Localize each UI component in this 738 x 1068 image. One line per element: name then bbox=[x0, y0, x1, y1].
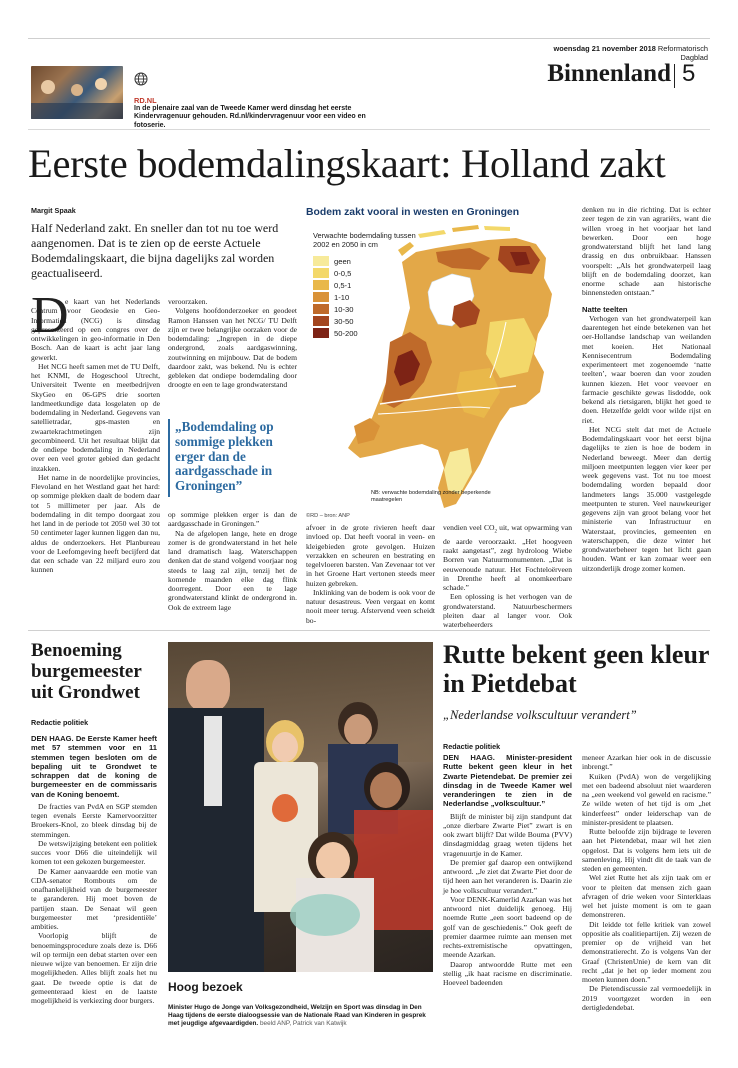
map-legend-label: 10-30 bbox=[334, 304, 354, 314]
photo-minister-head bbox=[186, 660, 230, 712]
heart-icon bbox=[272, 794, 298, 822]
map-wadden-island bbox=[484, 226, 510, 231]
main-col-2-bottom bbox=[168, 510, 297, 620]
main-intro: Half Nederland zakt. En sneller dan tot nu toe werd aangenomen. Dat is te zien op de eerste Actuele Bodemdalingskaart, die bijna dagelijks zal worden geactualiseerd. bbox=[31, 221, 279, 280]
co2-subscript: 2 bbox=[494, 529, 498, 535]
photo-caption-title: Hoog bezoek bbox=[168, 980, 243, 994]
photo-boy-face bbox=[344, 714, 372, 746]
section-divider bbox=[674, 64, 675, 88]
left-byline: Redactie politiek bbox=[31, 718, 89, 727]
main-col5-para: Verhogen van het grondwaterpeil kan daarentegen het einde betekenen van het oer-Hollandse landschap van weilanden met koeien. Het Nationaal Kennisecentrum Bodemdaling experimenteert met zogenoemde ‘natte teelten’, waar boeren dan voor zouden kunnen kiezen. Het voor veevoer en farmacie geschikte gewas lisdodde, ook bekend als rietsigaren, blijkt het goed te doen. Hetzelfde geldt voor wilde rijst en riet. bbox=[582, 313, 711, 425]
main-byline: Margit Spaak bbox=[31, 206, 76, 215]
teaser-text[interactable]: In de plenaire zaal van de Tweede Kamer werd dinsdag het eerste Kindervragenuur gehouden. Rd.nl/kindervragenuur voor een video en fotoserie. bbox=[134, 105, 366, 129]
main-col-3-bottom bbox=[306, 523, 435, 625]
left-article-body bbox=[31, 734, 157, 1034]
section-title: Binnenland bbox=[547, 60, 671, 87]
photo-credit: beeld ANP, Patrick van Katwijk bbox=[259, 1019, 347, 1027]
map-legend-label: 30-50 bbox=[334, 316, 354, 326]
left-lead: DEN HAAG. De Eerste Kamer heeft met 57 stemmen voor en 11 stemmen tegen besloten om de bepaling uit te Grondwet te schrappen dat de koning de burgemeester en de commissaris van de Koning benoemt. bbox=[31, 734, 157, 799]
map-legend-swatch bbox=[313, 280, 329, 290]
right-article-col-2 bbox=[582, 753, 711, 1058]
right-para: Blijft de minister bij zijn standpunt dat „onze dierbare Zwarte Piet” zwart is en ook zwart blijft? Dat wilde Bouma (PVV) dinsdagmiddag graag weten tijdens het vragenuurtje in de Kamer. bbox=[443, 811, 572, 858]
map-title: Bodem zakt vooral in westen en Groningen bbox=[306, 207, 520, 218]
right-para: Dit leidde tot felle kritiek van zowel oppositie als coalitiepartijen. Zij wezen de premier op de vrijheid van het demonstratierecht. Zo is volgens Van der Graaf (ChristenUnie) de kern van dit recht „dat je het op ieder moment zou moeten kunnen doen.” bbox=[582, 919, 711, 984]
main-col5-para: denken nu in die richting. Dat is echter zeer tegen de zin van agrariërs, want die willen vroeg in het voorjaar het land bewerken. Door een hoge grondwaterstand blijft het land lang drassig en dus onbruikbaar. Hanssen voorspelt: „Als het grondwaterpeil laag blijft en de bodemdaling doorzet, kan enorme schade aan historische binnensteden ontstaan.” bbox=[582, 205, 711, 298]
main-col2-para: Volgens hoofdonderzoeker en geodeet Ramon Hanssen van het NCG/ TU Delft zijn er twee belangrijke oorzaken voor de bodemdaling: „Ingrepen in de diepe ondergrond, zoals aardgaswinning, zoutwinning en mijnbouw. Dat de bodem daardoor zakt, was bekend. Nu is echter gebleken dat ondiepe bodemdaling door droogte en een te lage grondwaterstand bbox=[168, 306, 297, 390]
teaser-photo-bench bbox=[31, 103, 123, 119]
map-legend-swatch bbox=[313, 316, 329, 326]
map-legend-swatch bbox=[313, 268, 329, 278]
left-headline: Benoeming burgemeester uit Grondwet bbox=[31, 640, 142, 703]
main-col5-subhead: Natte teelten bbox=[582, 304, 628, 314]
left-para: De fracties van PvdA en SGP stemden tegen evenals Eerste Kamervoorzitter Broekers-Knol, zo bleek dinsdag bij de stemmingen. bbox=[31, 801, 157, 839]
subsidence-map bbox=[340, 222, 580, 512]
right-para: De Pietendiscussie zal vermoedelijk in 2019 voortgezet worden in een dertigledendebat. bbox=[582, 984, 711, 1012]
left-para: Voorlopig blijft de benoemingsprocedure zoals deze is. D66 wil op termijn een debat starten over een nieuwe wijze van benoemen. Er zijn drie mogelijkheden. Alles blijft zoals het nu gaat. De tweede optie is dat de gemeenteraad kiest en de laatste mogelijkheid is verkiezing door burgers. bbox=[31, 931, 157, 1005]
main-headline: Eerste bodemdalingskaart: Holland zakt bbox=[28, 141, 666, 186]
map-wadden-island bbox=[418, 230, 446, 238]
co2-text-rest: uit, wat opwarming van de aarde veroorzaakt. „Het hoogveen raakt aangetast”, zegt hydroloog Wiebe Borren van Natuurmonumenten. „Dat is eeuwenoude natuur. Het Fochteloërveen in Drenthe heeft al onomkeerbare schade.” bbox=[443, 523, 572, 593]
date: woensdag 21 november 2018 bbox=[553, 44, 656, 53]
photo-girl3-face bbox=[316, 842, 350, 880]
photo-caption-text: Minister Hugo de Jonge van Volksgezondheid, Welzijn en Sport was dinsdag in Den Haag tijdens de eerste dialoogsessie van de Nationale Raad van Kinderen in gesprek met jeugdige afgevaardigden. bbox=[168, 1004, 426, 1027]
teaser-photo[interactable] bbox=[31, 66, 123, 119]
right-para: De premier gaf daarop een ontwijkend antwoord. „Je ziet dat Zwarte Piet door de tijd heen aan het veranderen is. Daarin zie je hoe volkscultuur verandert.” bbox=[443, 857, 572, 895]
right-article-col-1 bbox=[443, 753, 572, 1058]
co2-text: vendien veel CO bbox=[443, 523, 495, 532]
main-col-4-bottom bbox=[443, 523, 572, 630]
main-col-5 bbox=[582, 205, 711, 620]
main-col3-para: afvoer in de grote rivieren heeft daar invloed op. Dat heeft vooral in veen- en kleigebieden grote gevolgen. Huizen verzakken en scheuren en bestrating en tegelvloeren barsten. Van Zevenaar tot ver in het Groene Hart vertonen steeds meer huizen gebreken. bbox=[306, 523, 435, 588]
map-note: NB: verwachte bodemdaling zonder beperkende maatregelen bbox=[371, 490, 491, 503]
map-legend-swatch bbox=[313, 304, 329, 314]
top-rule bbox=[28, 38, 710, 39]
right-para: Rutte beloofde zijn bijdrage te leveren aan het Pietendebat, maar wil het zien opgelost. Dat is volgens hem iets uit de samenleving. Hij vindt dit de taak van de steden en gemeenten. bbox=[582, 827, 711, 873]
map-legend-swatch bbox=[313, 256, 329, 266]
teaser-photo-figure bbox=[71, 84, 83, 96]
globe-icon bbox=[134, 72, 148, 86]
main-col-2-top bbox=[168, 297, 297, 409]
main-col-1 bbox=[31, 297, 160, 619]
main-col1-para: Het name in de noordelijke provincies, Flevoland en het Westland gaat het hard: op sommige plekken daalt de bodem daar tot 5 millimeter per jaar. Als de bodemdaling in dit tempo doorgaat zou het land in de periode tot 2050 wel 30 tot 50 centimeter lager kunnen liggen dan nu, aldus de onderzoekers. Het Planbureau voor de Leefomgeving heeft becijferd dat dat een schade van 22 miljard euro zou kunnen bbox=[31, 472, 160, 575]
map-legend-swatch bbox=[313, 292, 329, 302]
map-legend-label: 50-200 bbox=[334, 328, 358, 338]
photo-egg-object bbox=[290, 894, 360, 936]
right-para: Daarop antwoordde Rutte met een stellig „ik haat racisme en discriminatie. Hoeveel badeenden bbox=[443, 959, 572, 987]
right-headline: Rutte bekent geen kleur in Pietdebat bbox=[443, 640, 710, 698]
section-rule bbox=[28, 630, 710, 631]
right-para: meneer Azarkan hier ook in de discussie inbrengt.” bbox=[582, 753, 711, 772]
photo-caption bbox=[168, 1004, 434, 1027]
pull-quote-bar bbox=[168, 419, 170, 497]
main-col4-para bbox=[443, 523, 572, 592]
photo-girl-face bbox=[272, 732, 298, 762]
teaser-photo-figure bbox=[41, 80, 55, 94]
main-col2-para: op sommige plekken erger is dan de aardgasschade in Groningen.” bbox=[168, 510, 297, 529]
map-legend-label: 1-10 bbox=[334, 292, 350, 302]
map-wadden-island bbox=[452, 225, 479, 232]
map-credit: ©RD – bron: ANP bbox=[306, 513, 350, 519]
map-legend-title: Verwachte bodemdaling tussen 2002 en 2050 in cm bbox=[313, 231, 416, 249]
map-legend-label: 0-0,5 bbox=[334, 268, 352, 278]
right-subheadline: „Nederlandse volkscultuur verandert” bbox=[443, 708, 637, 722]
main-col2-para: veroorzaken. bbox=[168, 297, 208, 306]
right-para: Wel ziet Rutte het als zijn taak om er voor te pleiten dat mensen zich gaan afvragen of drie weken voor Sinterklaas wel het juiste moment is om te gaan demonstreren. bbox=[582, 873, 711, 920]
photo-minister-children[interactable] bbox=[168, 642, 433, 972]
photo-minister-shirt bbox=[204, 716, 222, 806]
page-number: 5 bbox=[682, 60, 696, 87]
right-byline: Redactie politiek bbox=[443, 742, 501, 751]
map-legend-swatch bbox=[313, 328, 329, 338]
teaser-photo-figure bbox=[95, 78, 107, 90]
right-para: Kuiken (PvdA) won de vergelijking met een badeend absoluut niet waarderen na „een weekend vol geweld en racisme.” Ze wilde weten of het tijd is om „het kinderfeest” onder leiderschap van de minister-president te plaatsen. bbox=[582, 771, 711, 827]
pull-quote: „Bodemdaling op sommige plekken erger dan de aardgasschade in Groningen” bbox=[175, 419, 274, 494]
main-col4-para: Een oplossing is het verhogen van de grondwaterstand. Natuurbeschermers pleiten daar al langer voor. Ook waterbeheerders bbox=[443, 592, 572, 630]
photo-girl2-face bbox=[370, 772, 402, 808]
right-lead: DEN HAAG. Minister-president Rutte bekent geen kleur in het Zwarte Pietendebat. De premier zei dinsdag in de Tweede Kamer wel veranderingen te zien in de Nederlandse „volkscultuur.” bbox=[443, 753, 572, 809]
left-para: De wetswijziging betekent een politiek succes voor D66 die uiteindelijk wil komen tot een gekozen burgemeester. bbox=[31, 838, 157, 867]
right-para: Voor DENK-Kamerlid Azarkan was het antwoord niet duidelijk genoeg. Hij noemde Rutte „een soort badeend op de golf van de geschiedenis.” Ook geeft de premier daarmee ruimte aan mensen met rechts-extremistische opvattingen, meende Azarkan. bbox=[443, 894, 572, 960]
main-col1-para: e kaart van het Nederlands Centrum voor Geodesie en Geo-Informatica (NCG) is dinsdag gepresenteerd op een congres over de ontwikkelingen in geo-informatie in Den Bosch. Aan de kaart is acht jaar lang gewerkt. bbox=[31, 297, 160, 362]
main-col1-para: Het NCG heeft samen met de TU Delft, het KNMI, de Hogeschool Utrecht, Universiteit Twente en meetbedrijven SkyGeo en 06-GPS drie soorten landmeetkundige data losgelaten op de bodemdaling in Nederland. Gegevens van satellietradar, gps-masten en zwaartekrachtmetingen zijn gecombineerd. Uit het resultaat blijkt dat de ondiepe bodemdaling in Nederland over een veel groter gebied dan gedacht inzakken. bbox=[31, 361, 160, 473]
main-col2-para: Na de afgelopen lange, hete en droge zomer is de grondwaterstand in het hele land dramatisch laag. Waterschappen denken dat de stand volgend voorjaar nog steeds te laag zal zijn, tenzij het de komende maanden elke dag flink doorregent. Door een te lage grondwaterstand klinkt de ondergrond in. Ook de extreem lage bbox=[168, 528, 297, 612]
map-wadden-island bbox=[398, 242, 414, 256]
teaser-source-link[interactable]: RD.NL bbox=[134, 96, 157, 105]
newspaper-name: Reformatorisch Dagblad bbox=[657, 44, 708, 62]
map-legend-label: 0,5-1 bbox=[334, 280, 352, 290]
main-col5-para: Het NCG stelt dat met de Actuele Bodemdalingskaart voor het eerst bijna dagelijks te zien is hoe de bodem in Nederland beweegt. Meer dan dertig miljoen meetpunten leggen vier keer per week gegevens vast. Tot nu toe moest bodemdaling worden bepaald door landmeters langs 35.000 vastgelegde meetpunten te sturen. Veel nauwkeuriger gegevens zijn van groot belang voor het ministerie van Infrastructuur en Waterstaat, provincies, gemeenten en waterschappen, die deze winter het grondwaterbeheer tegen het licht gaan houden. Want er kan zomaar weer een uitzonderlijk droge zomer komen. bbox=[582, 424, 711, 573]
dropcap: D bbox=[31, 287, 69, 344]
left-para: De Kamer aanvaardde een motie van CDA-senator Rombouts om de onafhankelijkheid van de burgemeester te garanderen. Hij moet boven de partijen staan. De Senaat wil geen burgemeester met ‘presidentiële’ ambities. bbox=[31, 866, 157, 931]
main-col3-para: Inklinking van de bodem is ook voor de natuur desastreus. Veen vergaat en komt nooit meer terug. Afstervend veen scheidt bo- bbox=[306, 587, 435, 625]
map-legend-label: geen bbox=[334, 256, 351, 266]
teaser-rule bbox=[28, 129, 710, 130]
